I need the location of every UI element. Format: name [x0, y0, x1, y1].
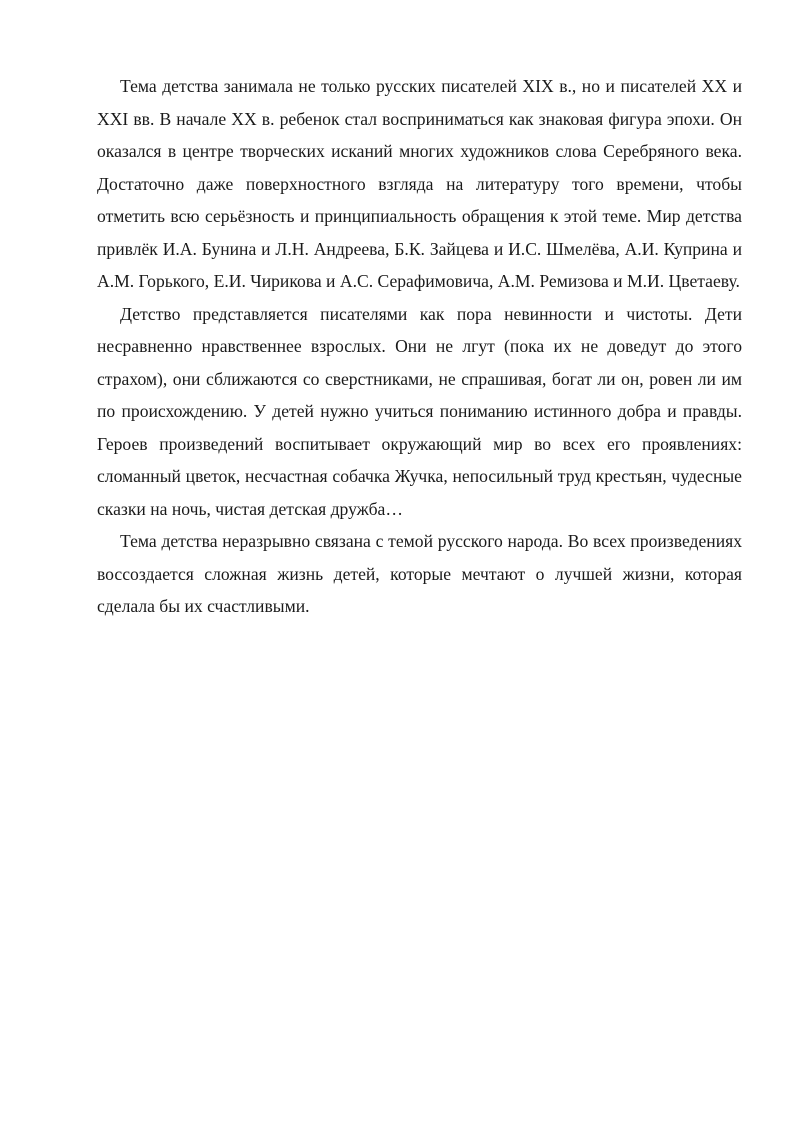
paragraph-russian-people: Тема детства неразрывно связана с темой русского народа. Во всех произведениях воссоздается сложная жизнь детей, которые мечтают о лучшей жизни, которая сделала бы их счастливыми.	[97, 531, 742, 616]
paragraph-innocence: Детство представляется писателями как пора невинности и чистоты. Дети несравненно нравственнее взрослых. Они не лгут (пока их не доведут до этого страхом), они сближаются со сверстниками, не спрашивая, богат ли он, ровен ли им по происхождению. У детей нужно учиться пониманию истинного добра и правды. Героев произведений воспитывает окружающий мир во всех его проявлениях: сломанный цветок, несчастная собачка Жучка, непосильный труд крестьян, чудесные сказки на ночь, чистая детская дружба…	[97, 303, 742, 519]
document-body	[97, 70, 742, 623]
paragraph-childhood-theme: Тема детства занимала не только русских писателей XIX в., но и писателей XX и XXI вв. В начале XX в. ребенок стал восприниматься как знаковая фигура эпохи. Он оказался в центре творческих исканий многих художников слова Серебряного века. Достаточно даже поверхностного взгляда на литературу того времени, чтобы отметить всю серьёзность и принципиальность обращения к этой теме. Мир детства привлёк И.А. Бунина и Л.Н. Андреева, Б.К. Зайцева и И.С. Шмелёва, А.И. Куприна и А.М. Горького, Е.И. Чирикова и А.С. Серафимовича, А.М. Ремизова и М.И. Цветаеву.	[97, 76, 742, 291]
